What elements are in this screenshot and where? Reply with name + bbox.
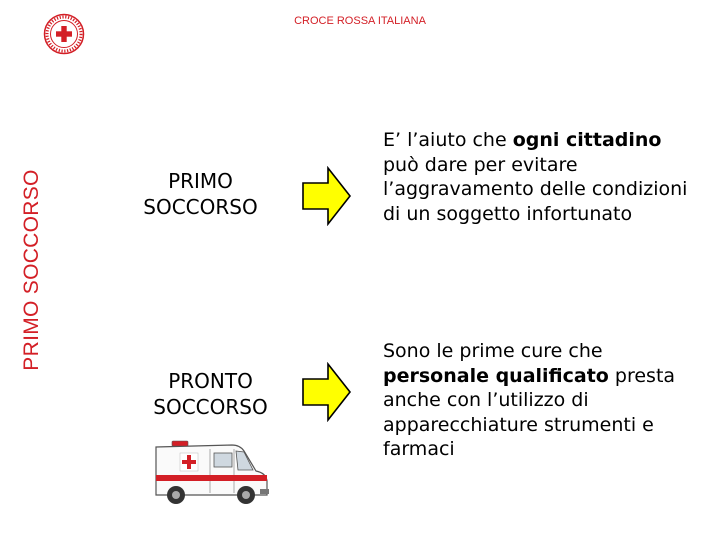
desc-bold-text: ogni cittadino (512, 129, 662, 151)
right-arrow-icon (302, 362, 352, 422)
term-line: PRONTO (168, 369, 253, 393)
desc-bold-text: personale qualificato (383, 364, 609, 387)
desc-text: può dare per evitare l’aggravamento delle condizioni di un soggetto infortunato (383, 153, 688, 225)
term-pronto-soccorso (128, 368, 293, 420)
desc-text: presta anche con l’utilizzo di apparecchiature strumenti e farmaci (383, 364, 676, 460)
ambulance-icon (152, 437, 272, 509)
term-line: PRIMO (168, 169, 233, 193)
side-title: PRIMO SOCCORSO (20, 169, 43, 371)
desc-text: E’ l’aiuto che (383, 129, 513, 151)
definition-primo-soccorso (383, 128, 703, 226)
header-title: CROCE ROSSA ITALIANA (294, 15, 426, 27)
term-line: SOCCORSO (143, 195, 258, 219)
red-cross-emblem-icon (43, 13, 85, 55)
definition-pronto-soccorso (383, 339, 703, 462)
desc-text: Sono le prime cure che (383, 340, 603, 362)
sidebar (0, 0, 60, 540)
term-line: SOCCORSO (153, 395, 268, 419)
term-primo-soccorso (118, 168, 283, 220)
right-arrow-icon (302, 166, 352, 226)
